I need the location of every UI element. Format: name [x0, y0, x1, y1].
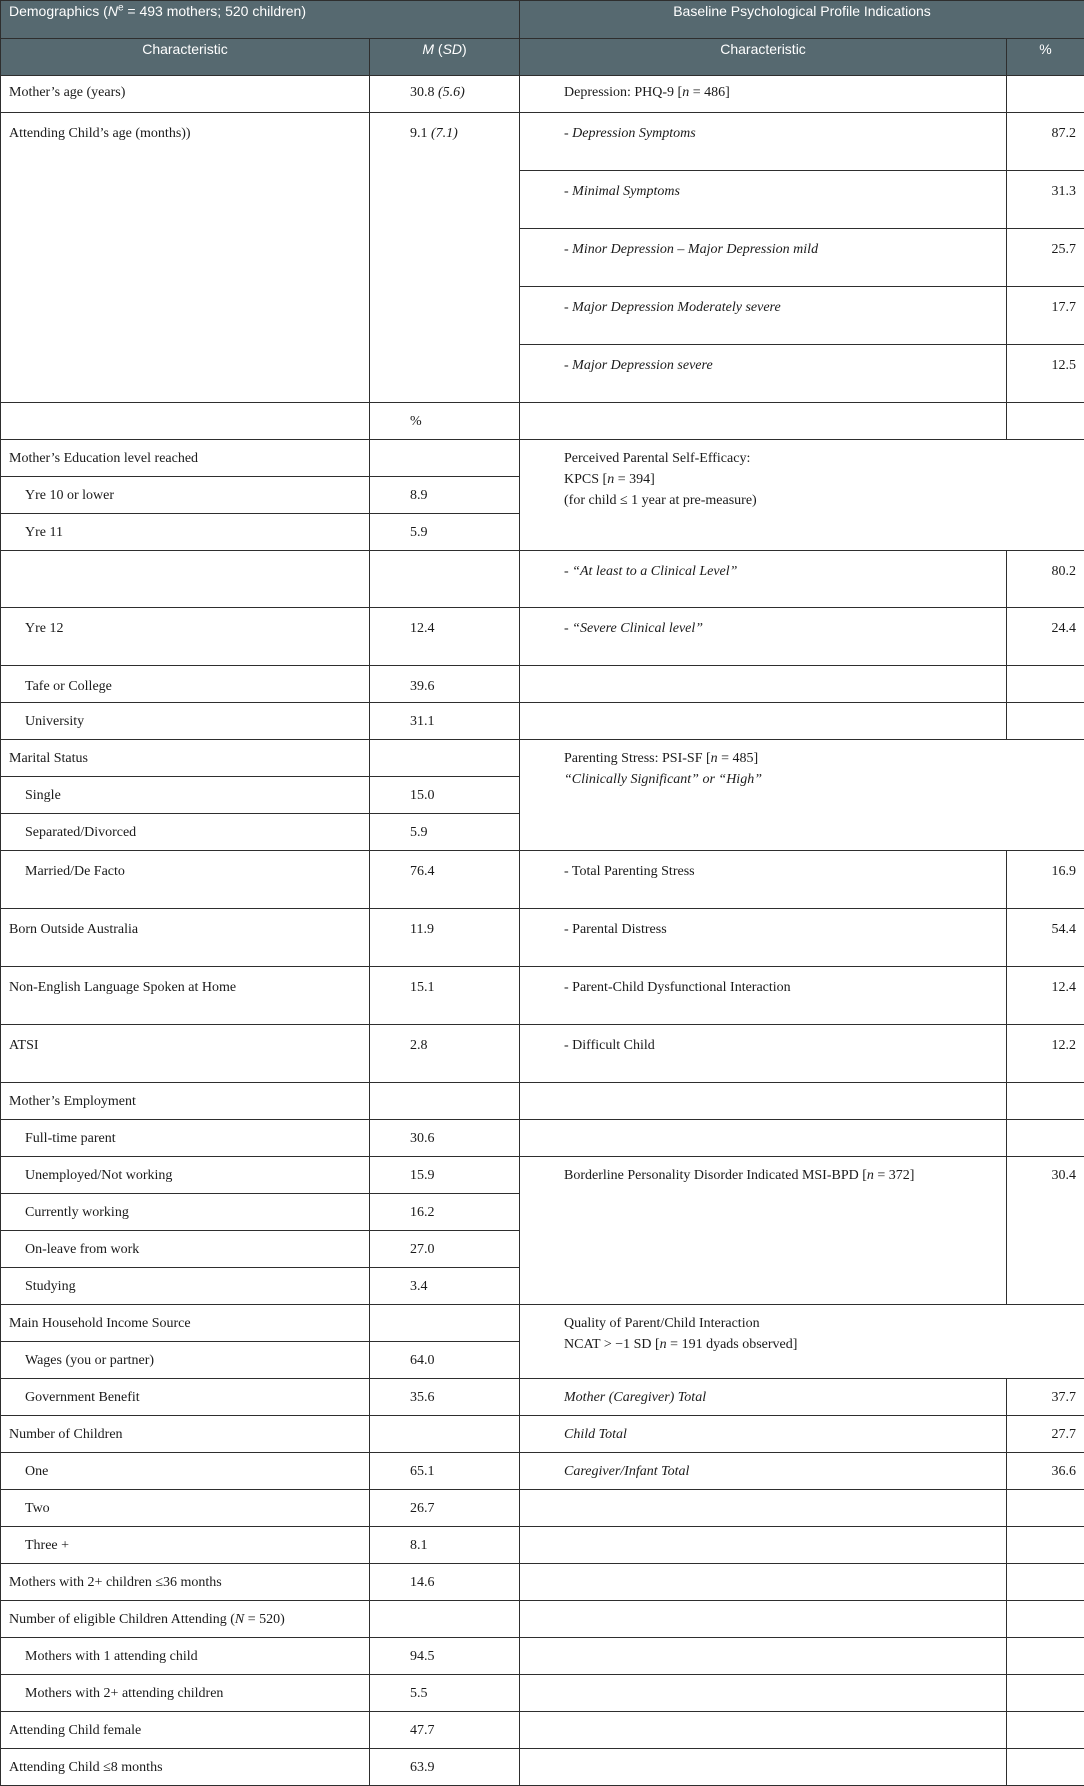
cell-indication: Mother (Caregiver) Total — [520, 1379, 1007, 1416]
cell-value: 5.9 — [370, 514, 520, 551]
cell-characteristic: Yre 11 — [1, 514, 370, 551]
demographics-title: Demographics ($N^e = 493$ mothers; 520 children) — [1, 1, 520, 39]
cell-percent: 24.4 — [1007, 608, 1084, 666]
column-header-characteristic-right: Characteristic — [520, 39, 1007, 76]
table-row — [1, 1638, 1084, 1675]
cell-indication: Quality of Parent/Child Interaction NCAT > −1 SD [n = 191 dyads observed] — [520, 1305, 1084, 1379]
cell-value — [370, 551, 520, 608]
cell-characteristic: On-leave from work — [1, 1231, 370, 1268]
cell-percent — [1007, 1712, 1084, 1749]
cell-value: 39.6 — [370, 666, 520, 703]
cell-characteristic: Mother’s Employment — [1, 1083, 370, 1120]
cell-value: 5.9 — [370, 814, 520, 851]
table-row — [1, 1157, 1084, 1194]
table-row — [1, 666, 1084, 703]
cell-percent: 37.7 — [1007, 1379, 1084, 1416]
cell-value: 47.7 — [370, 1712, 520, 1749]
cell-characteristic: Yre 12 — [1, 608, 370, 666]
cell-indication — [520, 1749, 1007, 1786]
cell-value: 9.1 (7.1) — [370, 113, 520, 403]
cell-value: 31.1 — [370, 703, 520, 740]
cell-characteristic: Two — [1, 1490, 370, 1527]
cell-characteristic: Government Benefit — [1, 1379, 370, 1416]
cell-characteristic: Number of Children — [1, 1416, 370, 1453]
cell-value: 12.4 — [370, 608, 520, 666]
cell-indication — [520, 1675, 1007, 1712]
cell-characteristic: Non-English Language Spoken at Home — [1, 967, 370, 1025]
cell-characteristic — [1, 403, 370, 440]
cell-percent: 36.6 — [1007, 1453, 1084, 1490]
table-row — [1, 608, 1084, 666]
cell-indication: - Minimal Symptoms — [520, 171, 1007, 229]
cell-characteristic: Attending Child ≤8 months — [1, 1749, 370, 1786]
cell-characteristic: Three + — [1, 1527, 370, 1564]
cell-value — [370, 440, 520, 477]
cell-value: 2.8 — [370, 1025, 520, 1083]
cell-characteristic: Mothers with 2+ children ≤36 months — [1, 1564, 370, 1601]
cell-characteristic: University — [1, 703, 370, 740]
table-row — [1, 1527, 1084, 1564]
cell-value: 26.7 — [370, 1490, 520, 1527]
cell-percent: 54.4 — [1007, 909, 1084, 967]
cell-percent — [1007, 1675, 1084, 1712]
cell-characteristic: Mothers with 1 attending child — [1, 1638, 370, 1675]
cell-indication: Child Total — [520, 1416, 1007, 1453]
table-row — [1, 1453, 1084, 1490]
table-row — [1, 1675, 1084, 1712]
cell-value: 5.5 — [370, 1675, 520, 1712]
table-row — [1, 1749, 1084, 1786]
cell-value: % — [370, 403, 520, 440]
table-title-row — [1, 1, 1084, 39]
cell-characteristic: Wages (you or partner) — [1, 1342, 370, 1379]
cell-value: 63.9 — [370, 1749, 520, 1786]
cell-percent — [1007, 1120, 1084, 1157]
table-row — [1, 1601, 1084, 1638]
cell-indication — [520, 1712, 1007, 1749]
cell-characteristic: ATSI — [1, 1025, 370, 1083]
cell-characteristic: Single — [1, 777, 370, 814]
table-row — [1, 851, 1084, 909]
cell-percent — [1007, 1638, 1084, 1675]
cell-characteristic — [1, 551, 370, 608]
cell-characteristic: Main Household Income Source — [1, 1305, 370, 1342]
cell-indication — [520, 1601, 1007, 1638]
cell-percent: 80.2 — [1007, 551, 1084, 608]
cell-value: 16.2 — [370, 1194, 520, 1231]
cell-indication — [520, 403, 1007, 440]
cell-percent — [1007, 1564, 1084, 1601]
cell-percent — [1007, 666, 1084, 703]
table-row — [1, 1305, 1084, 1342]
cell-characteristic: Mothers with 2+ attending children — [1, 1675, 370, 1712]
cell-characteristic: Marital Status — [1, 740, 370, 777]
cell-percent — [1007, 1749, 1084, 1786]
cell-value: 15.9 — [370, 1157, 520, 1194]
table-row — [1, 440, 1084, 477]
cell-indication: - Total Parenting Stress — [520, 851, 1007, 909]
cell-value: 76.4 — [370, 851, 520, 909]
cell-characteristic: Mother’s age (years) — [1, 76, 370, 113]
cell-percent: 12.5 — [1007, 345, 1084, 403]
cell-characteristic: Currently working — [1, 1194, 370, 1231]
cell-value: 8.9 — [370, 477, 520, 514]
table-row — [1, 403, 1084, 440]
cell-characteristic: Born Outside Australia — [1, 909, 370, 967]
cell-percent: 31.3 — [1007, 171, 1084, 229]
cell-indication — [520, 1564, 1007, 1601]
table-row — [1, 76, 1084, 113]
cell-value: 3.4 — [370, 1268, 520, 1305]
cell-percent: 30.4 — [1007, 1157, 1084, 1305]
table-row — [1, 113, 1084, 171]
cell-characteristic: Attending Child’s age (months)) — [1, 113, 370, 403]
table-row — [1, 1564, 1084, 1601]
cell-value: 11.9 — [370, 909, 520, 967]
table-row — [1, 1416, 1084, 1453]
cell-percent: 25.7 — [1007, 229, 1084, 287]
table-row — [1, 1083, 1084, 1120]
cell-characteristic: Married/De Facto — [1, 851, 370, 909]
cell-value: 65.1 — [370, 1453, 520, 1490]
cell-value — [370, 1601, 520, 1638]
cell-indication: Parenting Stress: PSI-SF [n = 485] “Clinically Significant” or “High” — [520, 740, 1084, 851]
cell-percent — [1007, 76, 1084, 113]
cell-value: 64.0 — [370, 1342, 520, 1379]
cell-percent — [1007, 1083, 1084, 1120]
cell-percent — [1007, 1601, 1084, 1638]
cell-value: 15.1 — [370, 967, 520, 1025]
cell-characteristic: Mother’s Education level reached — [1, 440, 370, 477]
table-row — [1, 1025, 1084, 1083]
cell-indication — [520, 703, 1007, 740]
cell-characteristic: Full-time parent — [1, 1120, 370, 1157]
cell-indication: - “Severe Clinical level” — [520, 608, 1007, 666]
cell-percent: 87.2 — [1007, 113, 1084, 171]
cell-percent: 17.7 — [1007, 287, 1084, 345]
cell-percent — [1007, 403, 1084, 440]
cell-value: 30.6 — [370, 1120, 520, 1157]
cell-percent: 27.7 — [1007, 1416, 1084, 1453]
cell-indication: Borderline Personality Disorder Indicated MSI-BPD [n = 372] — [520, 1157, 1007, 1305]
cell-value: 8.1 — [370, 1527, 520, 1564]
cell-characteristic: Yre 10 or lower — [1, 477, 370, 514]
cell-percent: 12.2 — [1007, 1025, 1084, 1083]
table-row — [1, 740, 1084, 777]
cell-characteristic: Studying — [1, 1268, 370, 1305]
cell-indication: - Difficult Child — [520, 1025, 1007, 1083]
cell-characteristic: One — [1, 1453, 370, 1490]
cell-percent — [1007, 1490, 1084, 1527]
cell-indication: Perceived Parental Self-Efficacy: KPCS [n = 394] (for child ≤ 1 year at pre-measure) — [520, 440, 1084, 551]
cell-indication: - Depression Symptoms — [520, 113, 1007, 171]
cell-value: 30.8 (5.6) — [370, 76, 520, 113]
cell-value — [370, 740, 520, 777]
cell-percent — [1007, 1527, 1084, 1564]
table-row — [1, 909, 1084, 967]
cell-value: 94.5 — [370, 1638, 520, 1675]
column-header-characteristic-left: Characteristic — [1, 39, 370, 76]
cell-value — [370, 1083, 520, 1120]
cell-value: 15.0 — [370, 777, 520, 814]
cell-value — [370, 1416, 520, 1453]
table-row — [1, 1490, 1084, 1527]
cell-indication: Caregiver/Infant Total — [520, 1453, 1007, 1490]
cell-characteristic: Attending Child female — [1, 1712, 370, 1749]
cell-indication — [520, 1490, 1007, 1527]
table-row — [1, 1379, 1084, 1416]
cell-indication: - Parent-Child Dysfunctional Interaction — [520, 967, 1007, 1025]
cell-indication: - Minor Depression – Major Depression mild — [520, 229, 1007, 287]
table-row — [1, 1712, 1084, 1749]
column-header-m-sd: M (SD) — [370, 39, 520, 76]
table-row — [1, 967, 1084, 1025]
cell-value: 14.6 — [370, 1564, 520, 1601]
cell-indication — [520, 666, 1007, 703]
cell-percent — [1007, 703, 1084, 740]
cell-characteristic: Unemployed/Not working — [1, 1157, 370, 1194]
table-row — [1, 551, 1084, 608]
cell-percent: 16.9 — [1007, 851, 1084, 909]
table-row — [1, 703, 1084, 740]
cell-characteristic: Number of eligible Children Attending (N = 520) — [1, 1601, 370, 1638]
cell-indication: - Major Depression Moderately severe — [520, 287, 1007, 345]
cell-indication — [520, 1083, 1007, 1120]
cell-characteristic: Tafe or College — [1, 666, 370, 703]
cell-indication — [520, 1120, 1007, 1157]
column-header-row — [1, 39, 1084, 76]
cell-indication: - “At least to a Clinical Level” — [520, 551, 1007, 608]
table-row — [1, 1120, 1084, 1157]
cell-value: 35.6 — [370, 1379, 520, 1416]
cell-value — [370, 1305, 520, 1342]
baseline-title: Baseline Psychological Profile Indications — [520, 1, 1084, 39]
cell-percent: 12.4 — [1007, 967, 1084, 1025]
cell-indication: Depression: PHQ-9 [n = 486] — [520, 76, 1007, 113]
cell-indication: - Parental Distress — [520, 909, 1007, 967]
column-header-percent: % — [1007, 39, 1084, 76]
cell-value: 27.0 — [370, 1231, 520, 1268]
cell-indication — [520, 1638, 1007, 1675]
cell-characteristic: Separated/Divorced — [1, 814, 370, 851]
cell-indication — [520, 1527, 1007, 1564]
cell-indication: - Major Depression severe — [520, 345, 1007, 403]
